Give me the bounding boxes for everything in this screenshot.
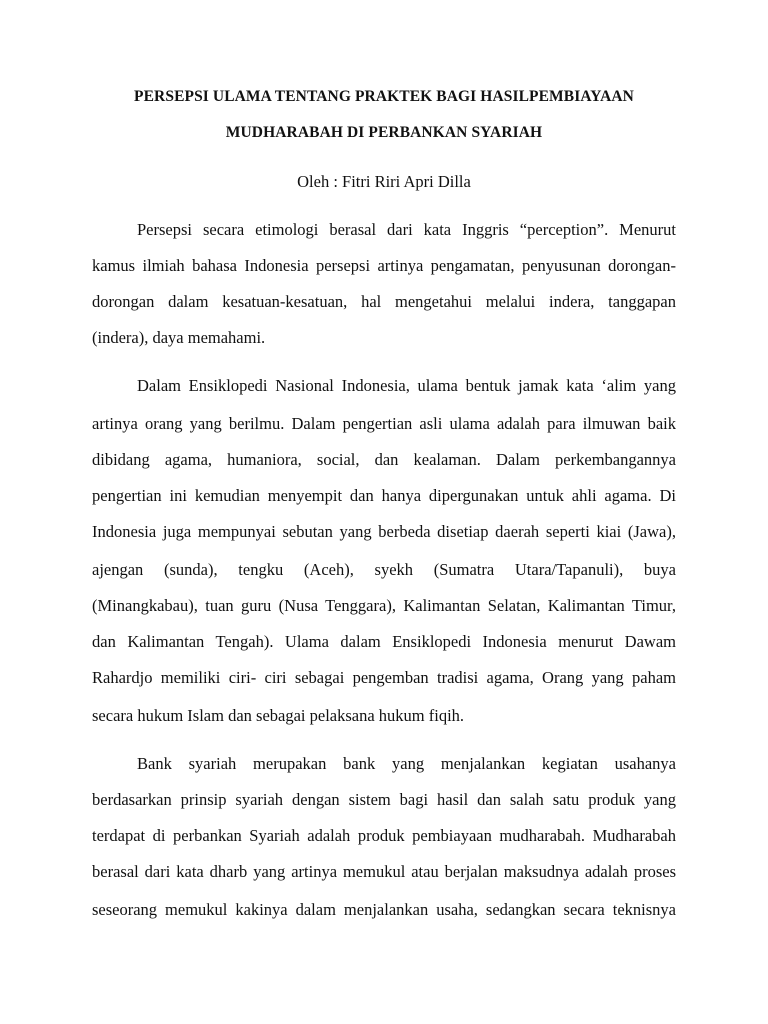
paragraph-line: Dalam Ensiklopedi Nasional Indonesia, ulama bentuk jamak kata ‘alim yang [137, 376, 676, 395]
paragraph-line: kamus ilmiah bahasa Indonesia persepsi artinya pengamatan, penyusunan dorongan- [92, 256, 676, 275]
paragraph-line: artinya orang yang berilmu. Dalam pengertian asli ulama adalah para ilmuwan baik [92, 414, 676, 433]
paragraph-line: (Minangkabau), tuan guru (Nusa Tenggara), Kalimantan Selatan, Kalimantan Timur, [92, 596, 676, 615]
paragraph-line: secara hukum Islam dan sebagai pelaksana hukum fiqih. [92, 706, 465, 725]
paragraph-line: Persepsi secara etimologi berasal dari kata Inggris “perception”. Menurut [137, 220, 676, 239]
paragraph-line: berdasarkan prinsip syariah dengan sistem bagi hasil dan salah satu produk yang [92, 790, 676, 809]
paragraph-line: (indera), daya memahami. [92, 328, 266, 347]
paragraph-line: Indonesia juga mempunyai sebutan yang berbeda disetiap daerah seperti kiai (Jawa), [92, 522, 676, 541]
document-title-line-1: PERSEPSI ULAMA TENTANG PRAKTEK BAGI HASILPEMBIAYAAN [134, 88, 634, 105]
paragraph-line: Bank syariah merupakan bank yang menjalankan kegiatan usahanya [137, 754, 676, 773]
paragraph-line: berasal dari kata dharb yang artinya memukul atau berjalan maksudnya adalah proses [92, 862, 676, 881]
document-title-line-2: MUDHARABAH DI PERBANKAN SYARIAH [225, 124, 543, 141]
author-line: Oleh : Fitri Riri Apri Dilla [297, 172, 471, 191]
paragraph-line: pengertian ini kemudian menyempit dan hanya dipergunakan untuk ahli agama. Di [92, 486, 676, 505]
paragraph-line: terdapat di perbankan Syariah adalah produk pembiayaan mudharabah. Mudharabah [92, 826, 676, 845]
paragraph-line: dibidang agama, humaniora, social, dan kealaman. Dalam perkembangannya [92, 450, 676, 469]
paragraph-line: dan Kalimantan Tengah). Ulama dalam Ensiklopedi Indonesia menurut Dawam [92, 632, 676, 651]
paragraph-line: Rahardjo memiliki ciri- ciri sebagai pengemban tradisi agama, Orang yang paham [92, 668, 676, 687]
paragraph-line: ajengan (sunda), tengku (Aceh), syekh (Sumatra Utara/Tapanuli), buya [92, 560, 676, 579]
paragraph-line: dorongan dalam kesatuan-kesatuan, hal mengetahui melalui indera, tanggapan [92, 292, 676, 311]
paragraph-line: seseorang memukul kakinya dalam menjalankan usaha, sedangkan secara teknisnya [92, 900, 676, 919]
